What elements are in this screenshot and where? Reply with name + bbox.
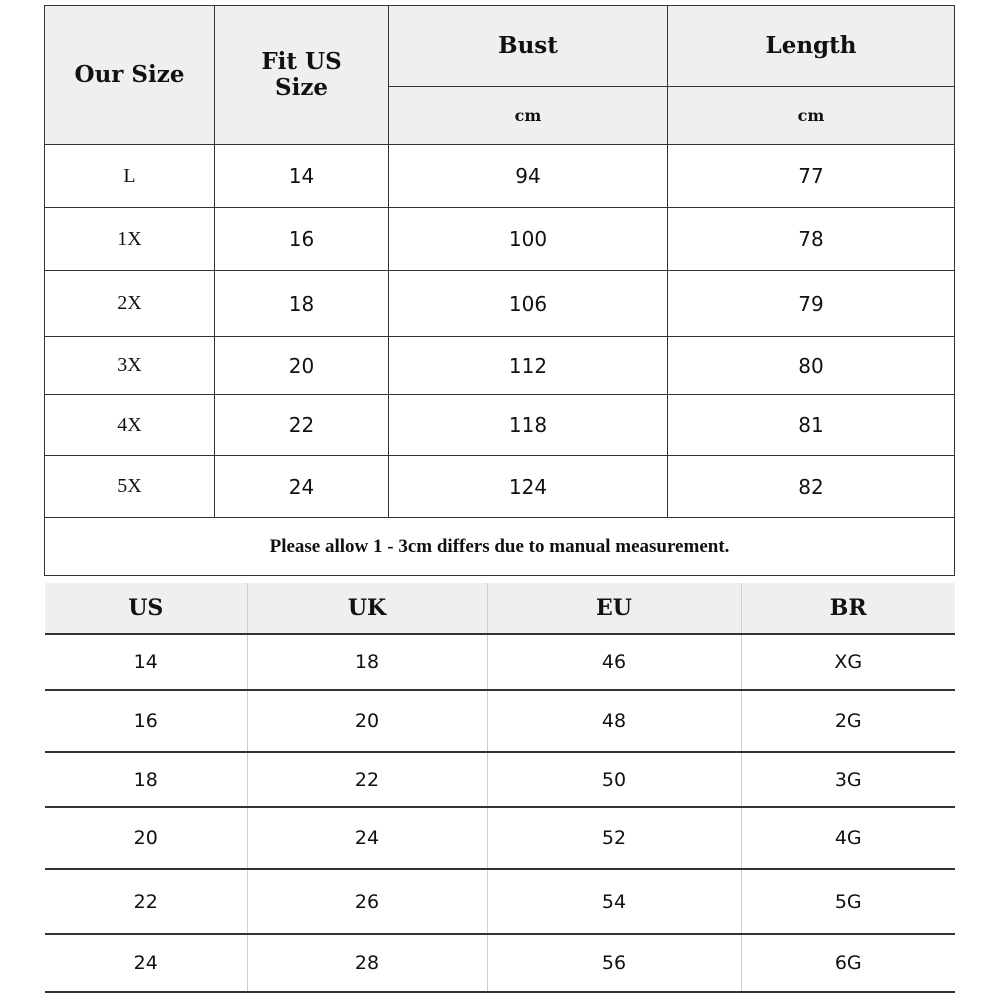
uk-cell: 18 [247, 634, 487, 690]
bust-cell: 112 [389, 337, 668, 395]
header-fit-us-line1: Fit US [261, 48, 342, 75]
header-us: US [45, 583, 247, 634]
bust-cell: 124 [389, 456, 668, 518]
uk-cell: 24 [247, 807, 487, 869]
br-cell: 5G [741, 869, 955, 934]
us-cell: 16 [45, 690, 247, 752]
our-size-cell: 1X [45, 208, 215, 271]
us-cell: 20 [45, 807, 247, 869]
length-cell: 79 [668, 271, 955, 337]
header-eu: EU [487, 583, 741, 634]
length-cell: 77 [668, 145, 955, 208]
size-row [45, 208, 955, 271]
conversion-row [45, 807, 955, 869]
length-cell: 78 [668, 208, 955, 271]
our-size-cell: 5X [45, 456, 215, 518]
us-cell: 14 [45, 634, 247, 690]
bust-cell: 100 [389, 208, 668, 271]
measurement-note: Please allow 1 - 3cm differs due to manual measurement. [45, 518, 955, 576]
eu-cell: 54 [487, 869, 741, 934]
our-size-cell: 4X [45, 395, 215, 456]
uk-cell: 20 [247, 690, 487, 752]
conversion-row [45, 934, 955, 992]
conversion-row [45, 752, 955, 807]
our-size-cell: 3X [45, 337, 215, 395]
size-row [45, 456, 955, 518]
bust-cell: 118 [389, 395, 668, 456]
eu-cell: 52 [487, 807, 741, 869]
uk-cell: 26 [247, 869, 487, 934]
br-cell: 4G [741, 807, 955, 869]
size-row [45, 271, 955, 337]
bust-cell: 106 [389, 271, 668, 337]
fit-us-cell: 20 [215, 337, 389, 395]
eu-cell: 46 [487, 634, 741, 690]
our-size-cell: L [45, 145, 215, 208]
size-conversion-table [45, 583, 955, 993]
conversion-row [45, 690, 955, 752]
fit-us-cell: 18 [215, 271, 389, 337]
us-cell: 22 [45, 869, 247, 934]
header-bust-unit: cm [389, 87, 668, 145]
eu-cell: 50 [487, 752, 741, 807]
uk-cell: 22 [247, 752, 487, 807]
our-size-cell: 2X [45, 271, 215, 337]
fit-us-cell: 22 [215, 395, 389, 456]
us-cell: 24 [45, 934, 247, 992]
uk-cell: 28 [247, 934, 487, 992]
size-row [45, 145, 955, 208]
fit-us-cell: 14 [215, 145, 389, 208]
length-cell: 81 [668, 395, 955, 456]
header-br: BR [741, 583, 955, 634]
br-cell: 2G [741, 690, 955, 752]
br-cell: 6G [741, 934, 955, 992]
size-row [45, 337, 955, 395]
conversion-row [45, 869, 955, 934]
header-fit-us-size [215, 6, 389, 145]
header-length-unit: cm [668, 87, 955, 145]
size-chart-table [44, 5, 955, 576]
eu-cell: 56 [487, 934, 741, 992]
us-cell: 18 [45, 752, 247, 807]
br-cell: XG [741, 634, 955, 690]
fit-us-cell: 16 [215, 208, 389, 271]
size-row [45, 395, 955, 456]
header-fit-us-line2: Size [274, 74, 329, 101]
length-cell: 82 [668, 456, 955, 518]
header-bust: Bust [389, 6, 668, 87]
eu-cell: 48 [487, 690, 741, 752]
conversion-row [45, 634, 955, 690]
header-length: Length [668, 6, 955, 87]
br-cell: 3G [741, 752, 955, 807]
bust-cell: 94 [389, 145, 668, 208]
length-cell: 80 [668, 337, 955, 395]
header-uk: UK [247, 583, 487, 634]
header-our-size: Our Size [45, 6, 215, 145]
fit-us-cell: 24 [215, 456, 389, 518]
